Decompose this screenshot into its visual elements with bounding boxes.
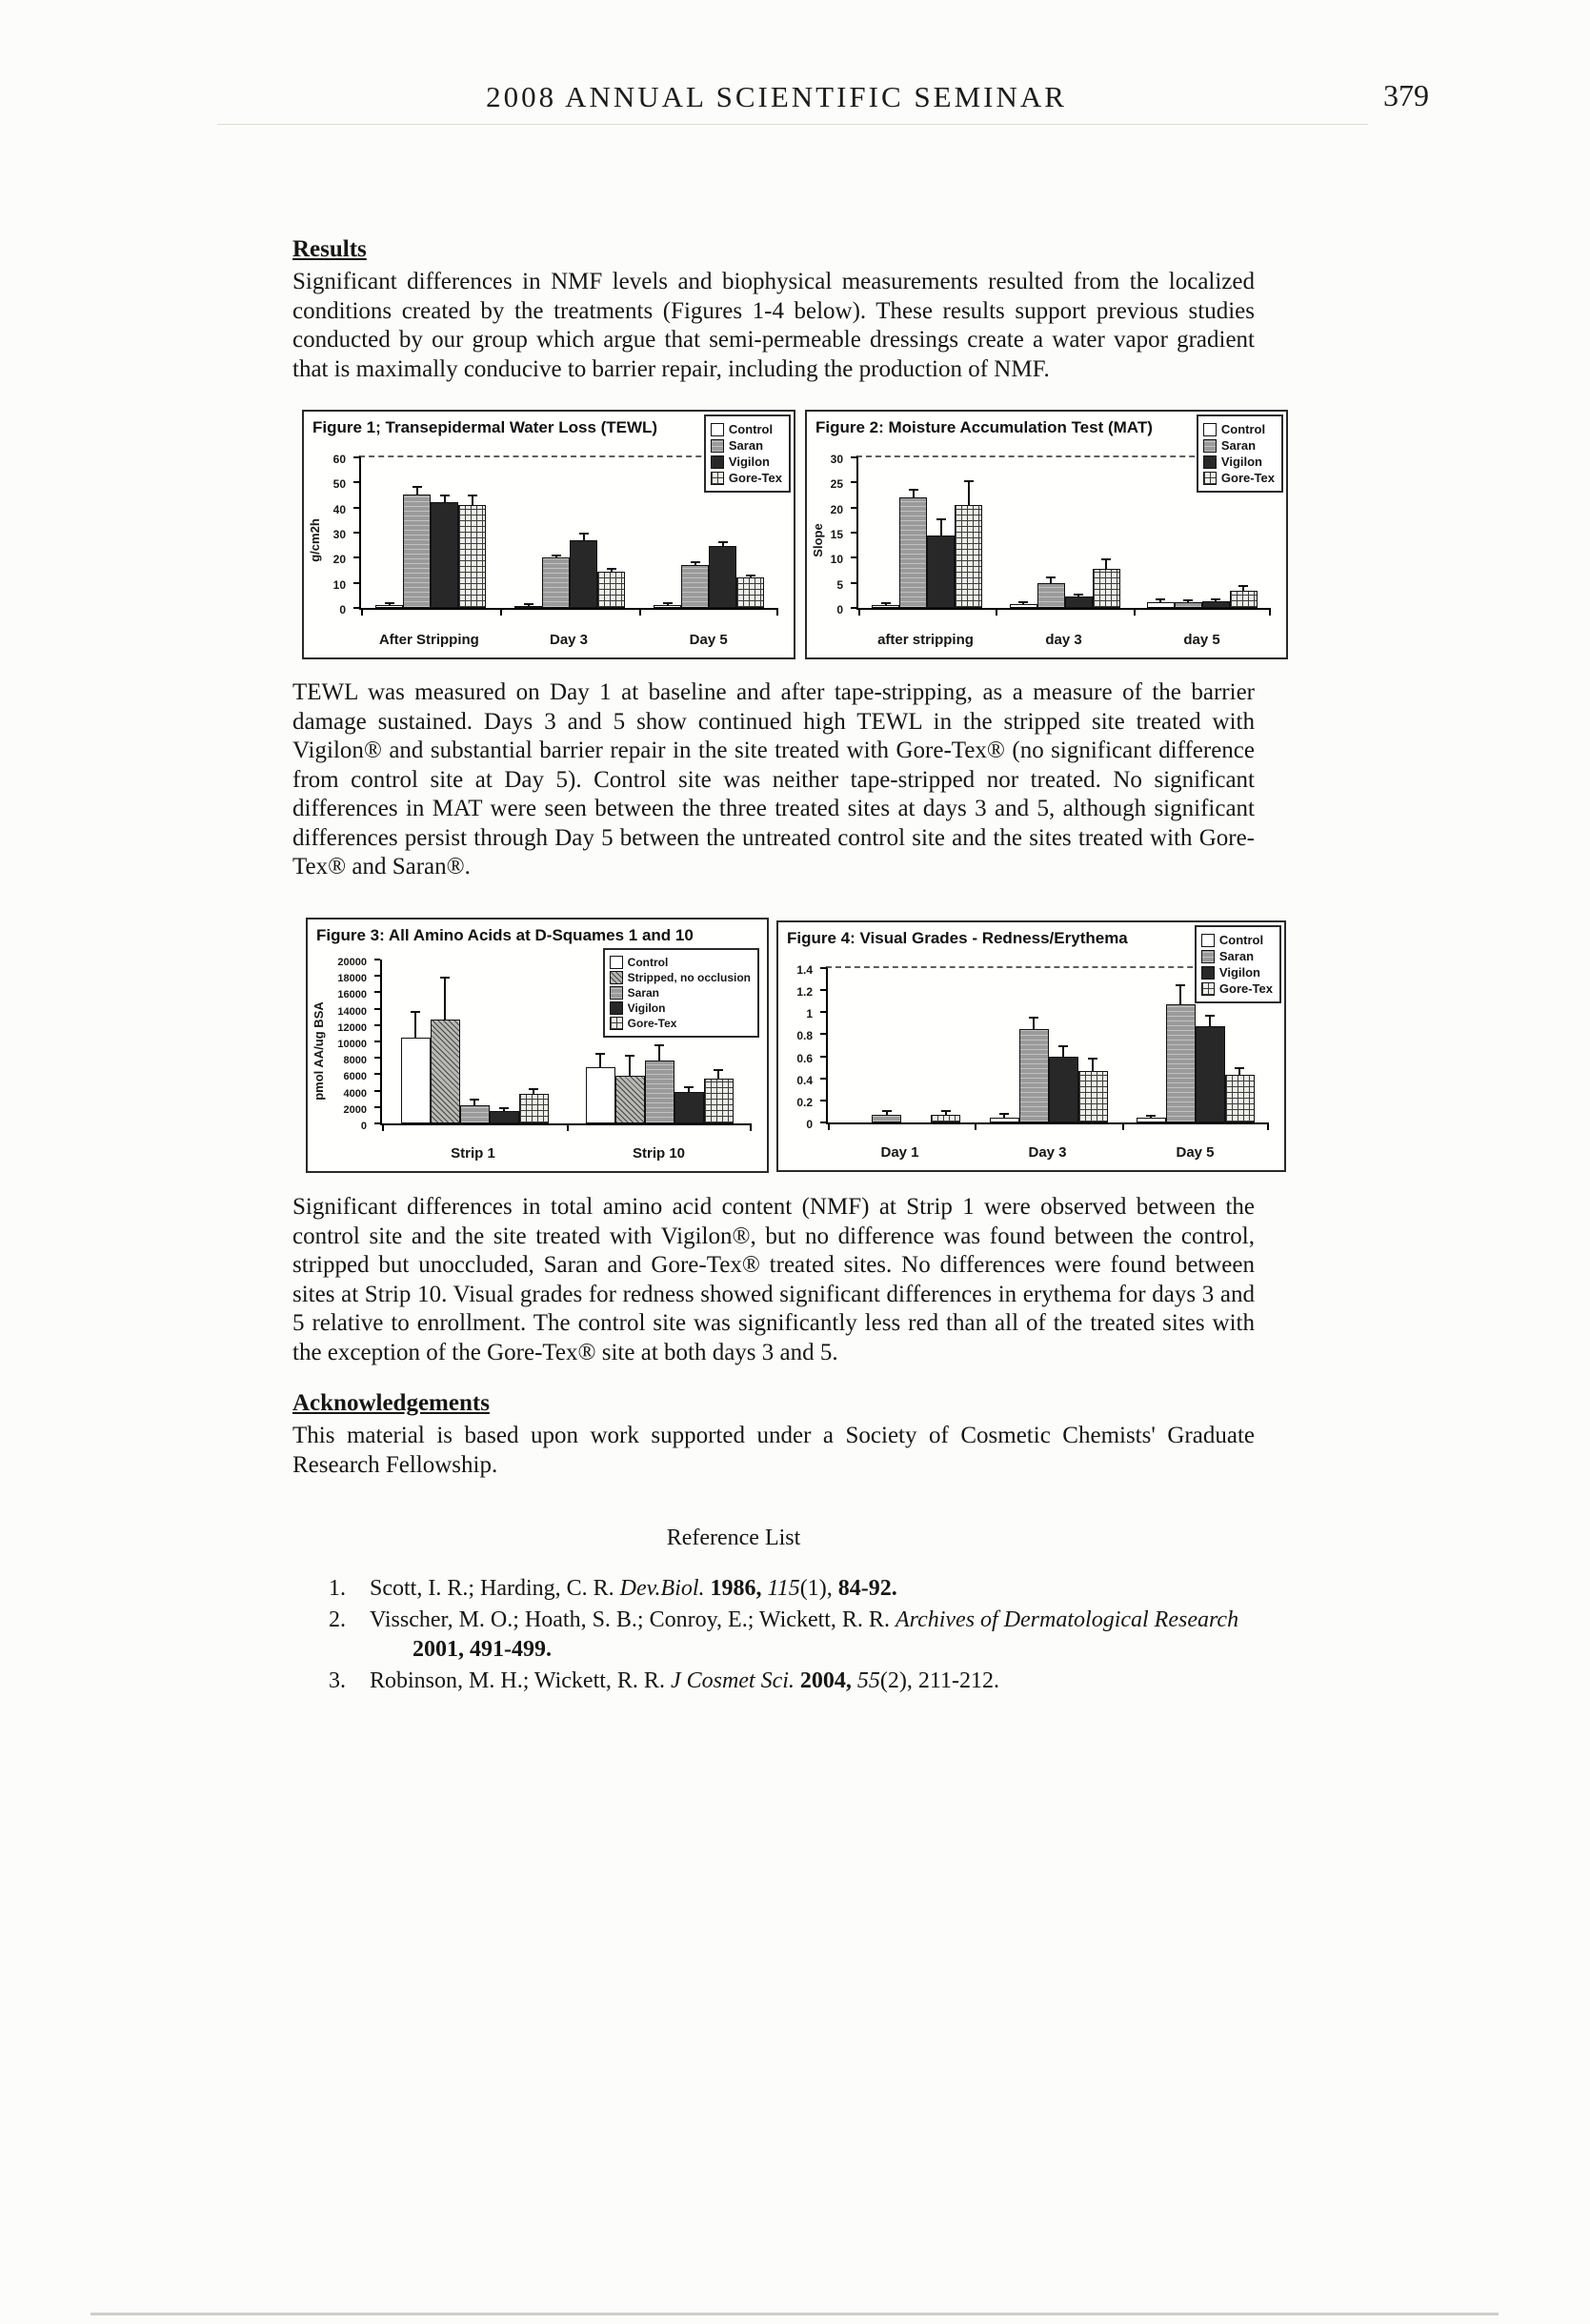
legend-swatch xyxy=(711,455,724,469)
y-tick-label: 18000 xyxy=(337,973,367,985)
y-axis-ticks xyxy=(304,453,350,616)
error-bar xyxy=(1033,1017,1035,1029)
legend-label: Control xyxy=(627,956,669,969)
legend-swatch xyxy=(1201,966,1215,980)
legend-swatch xyxy=(711,423,724,436)
error-bar xyxy=(1077,594,1079,596)
y-tick-mark xyxy=(851,532,856,534)
legend-item xyxy=(1203,438,1275,453)
y-tick-mark xyxy=(851,507,856,509)
y-tick-label: 1 xyxy=(806,1007,813,1021)
legend-item xyxy=(1203,455,1275,469)
header-divider xyxy=(217,124,1368,125)
bar-stripped-no-occlusion xyxy=(615,1076,645,1123)
y-tick-mark xyxy=(353,582,359,584)
x-tick-mark xyxy=(996,610,997,616)
page-number: 379 xyxy=(1383,78,1429,112)
y-tick-label: 8000 xyxy=(343,1055,367,1067)
error-bar xyxy=(945,1110,947,1115)
bar-vigilon xyxy=(1065,596,1093,608)
y-tick-label: 10 xyxy=(332,577,346,592)
bar-stripped-no-occlusion xyxy=(431,1020,460,1123)
legend-label: Stripped, no occlusion xyxy=(627,971,751,984)
legend-item xyxy=(610,1001,751,1015)
figure-title: Figure 2: Moisture Accumulation Test (MAT) xyxy=(815,418,1153,436)
y-tick-label: 40 xyxy=(332,502,346,516)
legend-swatch xyxy=(610,1001,623,1015)
error-bar xyxy=(416,486,418,495)
x-category-label: Day 5 xyxy=(689,632,728,648)
bar-saran xyxy=(460,1105,490,1123)
y-tick-mark xyxy=(353,532,359,534)
y-tick-mark xyxy=(820,989,826,991)
x-tick-mark xyxy=(1134,610,1136,616)
tewl-discussion-paragraph: TEWL was measured on Day 1 at baseline and after tape-stripping, as a measure of the barrier damage sustained. Days 3 and 5 show continued high TEWL in the stripped site treated with Vigilon® and substantial barrier repair in the site treated with Gore-Tex® (no significant difference from control site at Day 5). Control site was neither tape-stripped nor treated. No significant differences in MAT were seen between the three treated sites at days 3 and 5, although significant differences persist through Day 5 between the untreated control site and the sites treated with Gore-Tex® and Saran®. xyxy=(292,679,1255,879)
legend-label: Vigilon xyxy=(728,455,770,469)
legend-swatch xyxy=(610,986,623,1000)
legend-swatch xyxy=(1201,950,1215,963)
reference-item xyxy=(329,1574,1272,1604)
y-tick-label: 6000 xyxy=(343,1071,367,1083)
error-bar xyxy=(444,977,446,1020)
error-bar xyxy=(1215,598,1217,601)
bar-gore-tex xyxy=(931,1115,960,1122)
y-tick-mark xyxy=(374,1057,380,1059)
y-tick-label: 20 xyxy=(332,553,346,567)
reference-item xyxy=(329,1606,1272,1665)
y-axis-label: pmol AA/ug BSA xyxy=(312,1001,326,1101)
x-tick-mark xyxy=(382,1125,384,1131)
figure-2-mat-chart xyxy=(805,410,1288,659)
figure-title: Figure 3: All Amino Acids at D-Squames 1 and 10 xyxy=(316,926,694,944)
bar-vigilon xyxy=(709,546,736,608)
x-axis-labels xyxy=(359,632,778,648)
error-bar xyxy=(658,1044,660,1061)
y-tick-label: 10 xyxy=(830,553,843,567)
error-bar xyxy=(389,602,391,605)
bar-vigilon xyxy=(1196,1026,1225,1122)
y-tick-label: 60 xyxy=(332,453,346,466)
y-tick-label: 30 xyxy=(332,528,346,541)
legend-swatch xyxy=(711,472,724,485)
legend-label: Vigilon xyxy=(1218,965,1260,980)
legend-item xyxy=(1201,981,1273,996)
y-tick-mark xyxy=(353,607,359,609)
x-category-label: day 3 xyxy=(1045,632,1082,648)
y-tick-label: 0.6 xyxy=(796,1051,813,1065)
y-tick-label: 2000 xyxy=(343,1103,367,1116)
legend-swatch xyxy=(1201,982,1215,996)
error-bar xyxy=(1150,1115,1152,1118)
x-tick-mark xyxy=(858,610,860,616)
error-bar xyxy=(688,1086,690,1092)
bar-saran xyxy=(1175,602,1202,608)
bar-vigilon xyxy=(1202,601,1230,608)
error-bar xyxy=(473,1099,475,1105)
reference-text: Robinson, M. H.; Wickett, R. R. J Cosmet Sci. 2004, 55(2), 211-212. xyxy=(370,1668,1000,1693)
bar-control xyxy=(586,1067,615,1123)
bar-control xyxy=(1137,1118,1166,1122)
y-tick-label: 20 xyxy=(830,502,843,516)
error-bar xyxy=(1159,598,1161,602)
bar-gore-tex xyxy=(1230,591,1258,608)
y-tick-mark xyxy=(374,975,380,977)
legend-swatch xyxy=(610,1017,623,1030)
y-tick-mark xyxy=(374,959,380,960)
legend-label: Saran xyxy=(627,986,660,1000)
error-bar xyxy=(1238,1067,1240,1075)
legend-label: Control xyxy=(1220,422,1266,436)
error-bar xyxy=(1022,601,1024,604)
error-bar xyxy=(1062,1045,1064,1057)
bar-vigilon xyxy=(927,536,955,608)
y-tick-mark xyxy=(820,1078,826,1080)
error-bar xyxy=(722,541,724,546)
reference-text: Visscher, M. O.; Hoath, S. B.; Conroy, E.; Wickett, R. R. Archives of Dermatological Research 2001, 491-499. xyxy=(370,1607,1239,1662)
results-paragraph: Significant differences in NMF levels and biophysical measurements resulted from the localized conditions created by the treatments (Figures 1-4 below). These results support previous studies conducted by our group which argue that semi-permeable dressings create a water vapor gradient that is maximally conducive to barrier repair, including the production of NMF. xyxy=(292,269,1255,382)
error-bar xyxy=(1242,585,1244,591)
figure-4-visual-grades-chart xyxy=(776,920,1286,1172)
legend-swatch xyxy=(1203,439,1217,453)
legend-item xyxy=(711,438,782,453)
bar-gore-tex xyxy=(736,577,764,608)
y-axis-ticks xyxy=(778,963,816,1131)
error-bar xyxy=(750,575,752,577)
error-bar xyxy=(717,1069,719,1079)
y-tick-label: 12000 xyxy=(337,1021,367,1034)
y-tick-mark xyxy=(374,1008,380,1010)
error-bar xyxy=(940,518,942,536)
error-bar xyxy=(667,602,669,605)
legend-swatch xyxy=(1203,472,1217,485)
error-bar xyxy=(886,1110,888,1115)
y-axis-ticks xyxy=(308,957,371,1132)
y-tick-label: 20000 xyxy=(337,957,367,968)
legend-label: Gore-Tex xyxy=(728,471,782,485)
x-category-label: Day 1 xyxy=(880,1144,919,1161)
y-tick-mark xyxy=(820,1122,826,1123)
x-tick-mark xyxy=(639,610,641,616)
y-tick-label: 1.4 xyxy=(796,963,813,977)
bar-gore-tex xyxy=(519,1094,549,1123)
reference-number: 3. xyxy=(329,1668,346,1693)
reference-number: 1. xyxy=(329,1576,346,1601)
error-bar xyxy=(694,561,696,565)
bar-vigilon xyxy=(1049,1057,1078,1122)
bar-control xyxy=(1010,604,1037,608)
x-tick-mark xyxy=(1269,610,1271,616)
error-bar xyxy=(472,495,473,505)
legend-label: Saran xyxy=(1218,949,1255,963)
bar-saran xyxy=(403,495,431,608)
legend-label: Control xyxy=(728,422,774,436)
x-category-label: Day 5 xyxy=(1176,1144,1215,1161)
bar-saran xyxy=(899,497,927,608)
bar-gore-tex xyxy=(597,572,625,608)
legend-item xyxy=(610,956,751,969)
bar-saran xyxy=(1037,583,1065,608)
figure-3-amino-acids-chart xyxy=(306,918,769,1173)
x-category-label: Day 3 xyxy=(549,632,589,648)
error-bar xyxy=(599,1053,601,1067)
bar-control xyxy=(654,605,681,608)
error-bar xyxy=(968,480,970,505)
scan-edge-line xyxy=(91,2313,1499,2315)
y-tick-mark xyxy=(851,481,856,483)
legend-swatch xyxy=(1203,455,1217,469)
bar-control xyxy=(990,1118,1019,1122)
chart-legend xyxy=(1195,925,1281,1003)
y-tick-label: 0 xyxy=(806,1118,813,1131)
x-tick-mark xyxy=(361,610,363,616)
bar-control xyxy=(401,1038,431,1123)
y-tick-mark xyxy=(353,556,359,558)
error-bar xyxy=(533,1088,534,1094)
legend-item xyxy=(610,1017,751,1030)
x-tick-mark xyxy=(776,610,778,616)
acknowledgements-heading: Acknowledgements xyxy=(292,1390,490,1416)
bar-saran xyxy=(1166,1004,1196,1122)
x-category-label: Day 3 xyxy=(1028,1144,1067,1161)
legend-label: Saran xyxy=(728,438,764,453)
error-bar xyxy=(1209,1015,1211,1026)
y-tick-mark xyxy=(851,456,856,458)
legend-label: Gore-Tex xyxy=(627,1017,677,1030)
figure-title: Figure 4: Visual Grades - Redness/Erythema xyxy=(787,929,1128,947)
page-header-title: 2008 ANNUAL SCIENTIFIC SEMINAR xyxy=(486,80,1067,113)
legend-item xyxy=(1203,422,1275,436)
error-bar xyxy=(1050,576,1052,583)
bar-saran xyxy=(872,1115,901,1122)
y-tick-label: 50 xyxy=(332,477,346,492)
x-tick-mark xyxy=(500,610,502,616)
x-tick-mark xyxy=(828,1124,830,1130)
error-bar xyxy=(1105,558,1107,569)
y-tick-mark xyxy=(374,1024,380,1026)
legend-item xyxy=(610,986,751,1000)
y-tick-label: 1.2 xyxy=(796,985,813,1000)
x-tick-mark xyxy=(975,1124,976,1130)
y-tick-mark xyxy=(820,1100,826,1101)
legend-label: Control xyxy=(1218,933,1264,947)
x-category-label: After Stripping xyxy=(378,632,479,648)
reference-number: 2. xyxy=(329,1607,346,1632)
reference-list-heading: Reference List xyxy=(666,1526,801,1550)
bar-gore-tex xyxy=(458,505,486,608)
y-tick-mark xyxy=(851,607,856,609)
bar-saran xyxy=(1019,1029,1049,1122)
error-bar xyxy=(583,533,585,540)
x-tick-mark xyxy=(567,1125,569,1131)
y-tick-mark xyxy=(820,1011,826,1013)
y-tick-label: 0 xyxy=(360,1121,367,1132)
chart-legend xyxy=(603,948,759,1038)
legend-item xyxy=(711,471,782,485)
y-axis-ticks xyxy=(807,453,847,616)
y-tick-mark xyxy=(374,1106,380,1108)
nmf-discussion-paragraph: Significant differences in total amino acid content (NMF) at Strip 1 were observed between the control site and the site treated with Vigilon®, but no difference was found between the control, stripped but unoccluded, Saran and Gore-Tex® treated sites. No differences were found between sites at Strip 10. Visual grades for redness showed significant differences in erythema for days 3 and 5 relative to enrollment. The control site was significantly less red than all of the treated sites with the exception of the Gore-Tex® site at both days 3 and 5. xyxy=(292,1194,1255,1365)
x-tick-mark xyxy=(1267,1124,1269,1130)
error-bar xyxy=(1187,599,1189,602)
y-tick-mark xyxy=(820,967,826,969)
bar-vigilon xyxy=(570,540,597,608)
y-tick-label: 0 xyxy=(339,603,346,616)
error-bar xyxy=(1003,1113,1005,1118)
legend-label: Saran xyxy=(1220,438,1257,453)
y-tick-mark xyxy=(820,1033,826,1035)
y-tick-mark xyxy=(374,1090,380,1092)
y-tick-label: 0.2 xyxy=(796,1095,813,1109)
acknowledgements-paragraph: This material is based upon work supported under a Society of Cosmetic Chemists' Graduate Research Fellowship. xyxy=(292,1423,1255,1478)
y-tick-mark xyxy=(353,507,359,509)
bar-control xyxy=(1147,602,1175,608)
bar-gore-tex xyxy=(955,505,982,608)
error-bar xyxy=(444,495,446,502)
y-tick-label: 15 xyxy=(830,528,843,541)
x-axis-labels xyxy=(380,1145,752,1162)
x-tick-mark xyxy=(750,1125,752,1131)
y-tick-mark xyxy=(353,456,359,458)
y-tick-mark xyxy=(374,991,380,993)
y-tick-mark xyxy=(851,556,856,558)
error-bar xyxy=(555,555,557,557)
bar-vigilon xyxy=(490,1111,519,1123)
y-axis-label: g/cm2h xyxy=(308,518,322,562)
bar-gore-tex xyxy=(1093,569,1120,608)
bar-saran xyxy=(542,557,570,608)
y-tick-label: 5 xyxy=(836,577,843,592)
y-axis-label: Slope xyxy=(811,523,825,557)
error-bar xyxy=(1179,984,1181,1004)
x-category-label: Strip 10 xyxy=(632,1145,686,1162)
error-bar xyxy=(1092,1058,1094,1071)
y-tick-label: 0 xyxy=(836,603,843,616)
chart-legend xyxy=(1197,414,1283,493)
y-tick-mark xyxy=(851,582,856,584)
error-bar xyxy=(528,603,530,606)
reference-list xyxy=(329,1574,1272,1698)
bar-gore-tex xyxy=(1078,1071,1108,1122)
x-axis-labels xyxy=(826,1144,1269,1161)
bar-control xyxy=(514,606,542,608)
bar-control xyxy=(872,605,899,608)
x-category-label: Strip 1 xyxy=(451,1145,495,1162)
x-category-label: after stripping xyxy=(877,632,974,648)
results-heading: Results xyxy=(292,236,367,262)
legend-item xyxy=(1201,949,1273,963)
reference-text: Scott, I. R.; Harding, C. R. Dev.Biol. 1986, 115(1), 84-92. xyxy=(370,1576,897,1601)
legend-item xyxy=(711,422,782,436)
legend-label: Gore-Tex xyxy=(1218,981,1273,996)
error-bar xyxy=(913,489,915,497)
legend-swatch xyxy=(610,971,623,984)
y-tick-label: 4000 xyxy=(343,1087,367,1100)
y-tick-mark xyxy=(374,1041,380,1042)
error-bar xyxy=(629,1055,631,1076)
x-axis-labels xyxy=(856,632,1271,648)
legend-swatch xyxy=(610,956,623,969)
y-tick-mark xyxy=(353,481,359,483)
y-tick-mark xyxy=(374,1073,380,1075)
legend-swatch xyxy=(711,439,724,453)
legend-item xyxy=(1201,965,1273,980)
x-tick-mark xyxy=(1122,1124,1124,1130)
bar-saran xyxy=(681,565,709,608)
y-tick-label: 16000 xyxy=(337,989,367,1001)
legend-item xyxy=(610,971,751,984)
error-bar xyxy=(503,1107,505,1111)
legend-label: Vigilon xyxy=(627,1001,666,1015)
bar-control xyxy=(375,605,403,608)
error-bar xyxy=(885,602,887,605)
bar-vigilon xyxy=(674,1092,704,1123)
legend-label: Gore-Tex xyxy=(1220,471,1275,485)
legend-item xyxy=(711,455,782,469)
legend-swatch xyxy=(1201,934,1215,947)
reference-item xyxy=(329,1667,1272,1696)
legend-swatch xyxy=(1203,423,1217,436)
y-tick-label: 25 xyxy=(830,477,843,492)
bar-gore-tex xyxy=(1225,1075,1255,1122)
legend-label: Vigilon xyxy=(1220,455,1262,469)
y-tick-label: 14000 xyxy=(337,1005,367,1018)
legend-item xyxy=(1201,933,1273,947)
figure-1-tewl-chart xyxy=(302,410,795,659)
legend-item xyxy=(1203,471,1275,485)
error-bar xyxy=(611,568,613,572)
y-tick-mark xyxy=(820,1056,826,1058)
bar-gore-tex xyxy=(704,1079,734,1123)
y-tick-label: 0.4 xyxy=(796,1073,813,1087)
error-bar xyxy=(414,1011,416,1038)
chart-legend xyxy=(704,414,791,493)
figure-title: Figure 1; Transepidermal Water Loss (TEWL) xyxy=(312,418,658,436)
y-tick-label: 30 xyxy=(830,453,843,466)
bar-saran xyxy=(645,1061,674,1123)
y-tick-mark xyxy=(374,1122,380,1124)
x-category-label: day 5 xyxy=(1183,632,1220,648)
y-tick-label: 10000 xyxy=(337,1039,367,1050)
y-tick-label: 0.8 xyxy=(796,1029,813,1043)
bar-vigilon xyxy=(431,502,458,608)
